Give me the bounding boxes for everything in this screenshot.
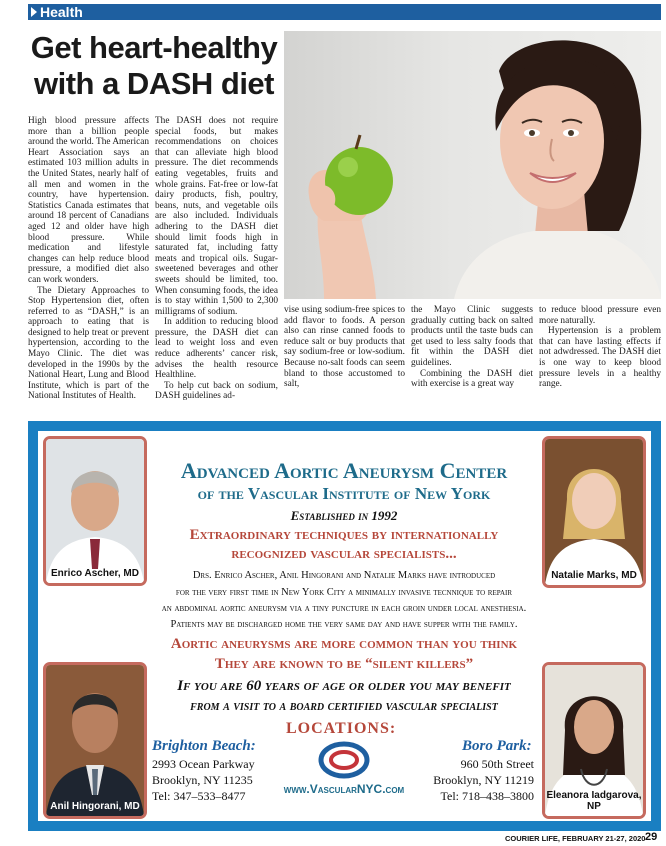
headline-line-2: with a DASH diet [33, 66, 274, 101]
street: 960 50th Street [460, 757, 534, 771]
portrait-eleanora-iadgarova [542, 662, 646, 819]
headline-line-1: Get heart-healthy [30, 30, 278, 65]
headline [28, 30, 280, 102]
doctor-caption: Natalie Marks, MD [551, 570, 637, 581]
location-brighton-beach-name: Brighton Beach: [152, 738, 256, 754]
ad-title: Advanced Aortic Aneurysm Center [180, 458, 508, 483]
article-column-1 [28, 116, 149, 402]
city: Brooklyn, NY 11235 [152, 773, 253, 787]
ad-age-line-2: from a visit to a board certified vascular specialist [190, 699, 498, 714]
ad-body-line-2: for the very first time in New York City a minimally invasive tecnnique to repair [175, 587, 513, 598]
doctor-photo-icon [46, 665, 144, 816]
article-column-2 [155, 116, 278, 402]
paragraph: High blood pressure affects more than a billion people around the world. The American Heart Association says an estimated 103 million adults in the United States, nearly half of all men and women in the country, have hypertension. Statistics Canada estimates that around 18 percent of Canadians aged 12 and older have high blood pressure. While medication and lifestyle changes can help reduce blood pressure, a modified diet also can work wonders. [28, 116, 149, 285]
doctor-photo-icon [46, 439, 144, 583]
paragraph: The DASH does not require special foods, but makes recommendations on choices that can alleviate high blood pressure. The diet recommends eating vegetables, fruits and whole grains. Fat-free or low-fat dairy products, fish, poultry, beans, nuts, and vegetable oils are also included. Individuals adhering to the DASH diet should limit foods high in saturated fat, including fatty meats and tropical oils. Sugar-sweetened beverages and other sweets should be limited, too. When consuming foods, the idea is to stay within 1,500 to 2,300 milligrams of sodium. [155, 116, 278, 317]
page-number: 29 [645, 831, 658, 843]
article-column-3 [284, 305, 405, 390]
city: Brooklyn, NY 11219 [433, 773, 534, 787]
ad-warning-line-1: Aortic aneurysms are more common than you think [170, 636, 518, 652]
ad-extraordinary-line-1: Extraordinary techniques by internationally [189, 527, 499, 543]
ad-warning-line-2: They are known to be “silent killers” [214, 656, 474, 672]
location-brighton-beach-address [152, 756, 255, 804]
portrait-enrico-ascher [43, 436, 147, 586]
ad-body-line-3: an abdominal aortic aneurysm via a tiny puncture in each groin under local anesthesia. [161, 603, 527, 614]
paragraph: In addition to reducing blood pressure, the DASH diet can lead to weight loss and even reduce adherents’ cancer risk, advises the health resource Healthline. [155, 317, 278, 381]
portrait-anil-hingorani [43, 662, 147, 819]
paragraph: to reduce blood pressure even more naturally. [539, 305, 661, 326]
doctor-caption: Eleanora Iadgarova, NP [546, 790, 642, 812]
article-photo [284, 31, 661, 299]
paragraph: The Dietary Approaches to Stop Hypertension diet, often referred to as “DASH,” is an approach to eating that is designed to help treat or prevent hypertension, according to the Mayo Clinic. The diet was developed in the 1990s by the National Heart, Lung and Blood Institute, which is part of the National Institutes of Health. [28, 285, 149, 402]
section-arrow-icon [31, 7, 37, 17]
street: 2993 Ocean Parkway [152, 757, 255, 771]
location-boro-park-address [430, 756, 534, 804]
ad-extraordinary-line-2: recognized vascular specialists... [231, 546, 457, 562]
ad-established: Established in 1992 [290, 508, 398, 523]
article-column-5 [539, 305, 661, 390]
ad-body-line-1: Drs. Enrico Ascher, Anil Hingorani and Natalie Marks have introduced [192, 570, 496, 581]
portrait-natalie-marks [542, 436, 646, 588]
paragraph: Hypertension is a problem that can have lasting effects if not adwdressed. The DASH diet is one way to keep blood pressure levels in a healthy range. [539, 326, 661, 390]
ad-age-line-1: If you are 60 years of age or older you may benefit [177, 678, 511, 694]
phone: Tel: 718–438–3800 [440, 789, 534, 803]
locations-label: LOCATIONS: [286, 720, 397, 737]
doctor-caption: Anil Hingorani, MD [50, 801, 140, 812]
paragraph: To help cut back on sodium, DASH guidelines ad- [155, 380, 278, 402]
ad-body-line-4: Patients may be discharged home the very same day and have supper with the family. [170, 619, 518, 630]
location-boro-park-name: Boro Park: [462, 738, 532, 754]
vascular-institute-logo-icon [318, 741, 370, 779]
publication-footer: COURIER LIFE, FEBRUARY 21-27, 2020 [505, 834, 646, 843]
section-header [28, 4, 661, 20]
woman-with-apple-image [284, 31, 661, 299]
doctor-photo-icon [545, 439, 643, 585]
website-link[interactable]: www.VascularNYC.com [283, 782, 405, 796]
section-label: Health [40, 4, 83, 20]
article-column-4 [411, 305, 533, 390]
paragraph: vise using sodium-free spices to add flavor to foods. A person also can rinse canned foods to reduce salt or buy products that say sodium-free or low-sodium. Because no-salt foods can seem bland to those accustomed to salt, [284, 305, 405, 390]
phone: Tel: 347–533–8477 [152, 789, 246, 803]
paragraph: the Mayo Clinic suggests gradually cutting back on salted products until the taste buds can get used to less salty foods that fit within the DASH diet guidelines. [411, 305, 533, 368]
ad-subtitle: of the Vascular Institute of New York [197, 484, 491, 503]
doctor-caption: Enrico Ascher, MD [51, 568, 139, 579]
paragraph: Combining the DASH diet with exercise is a great way [411, 368, 533, 390]
